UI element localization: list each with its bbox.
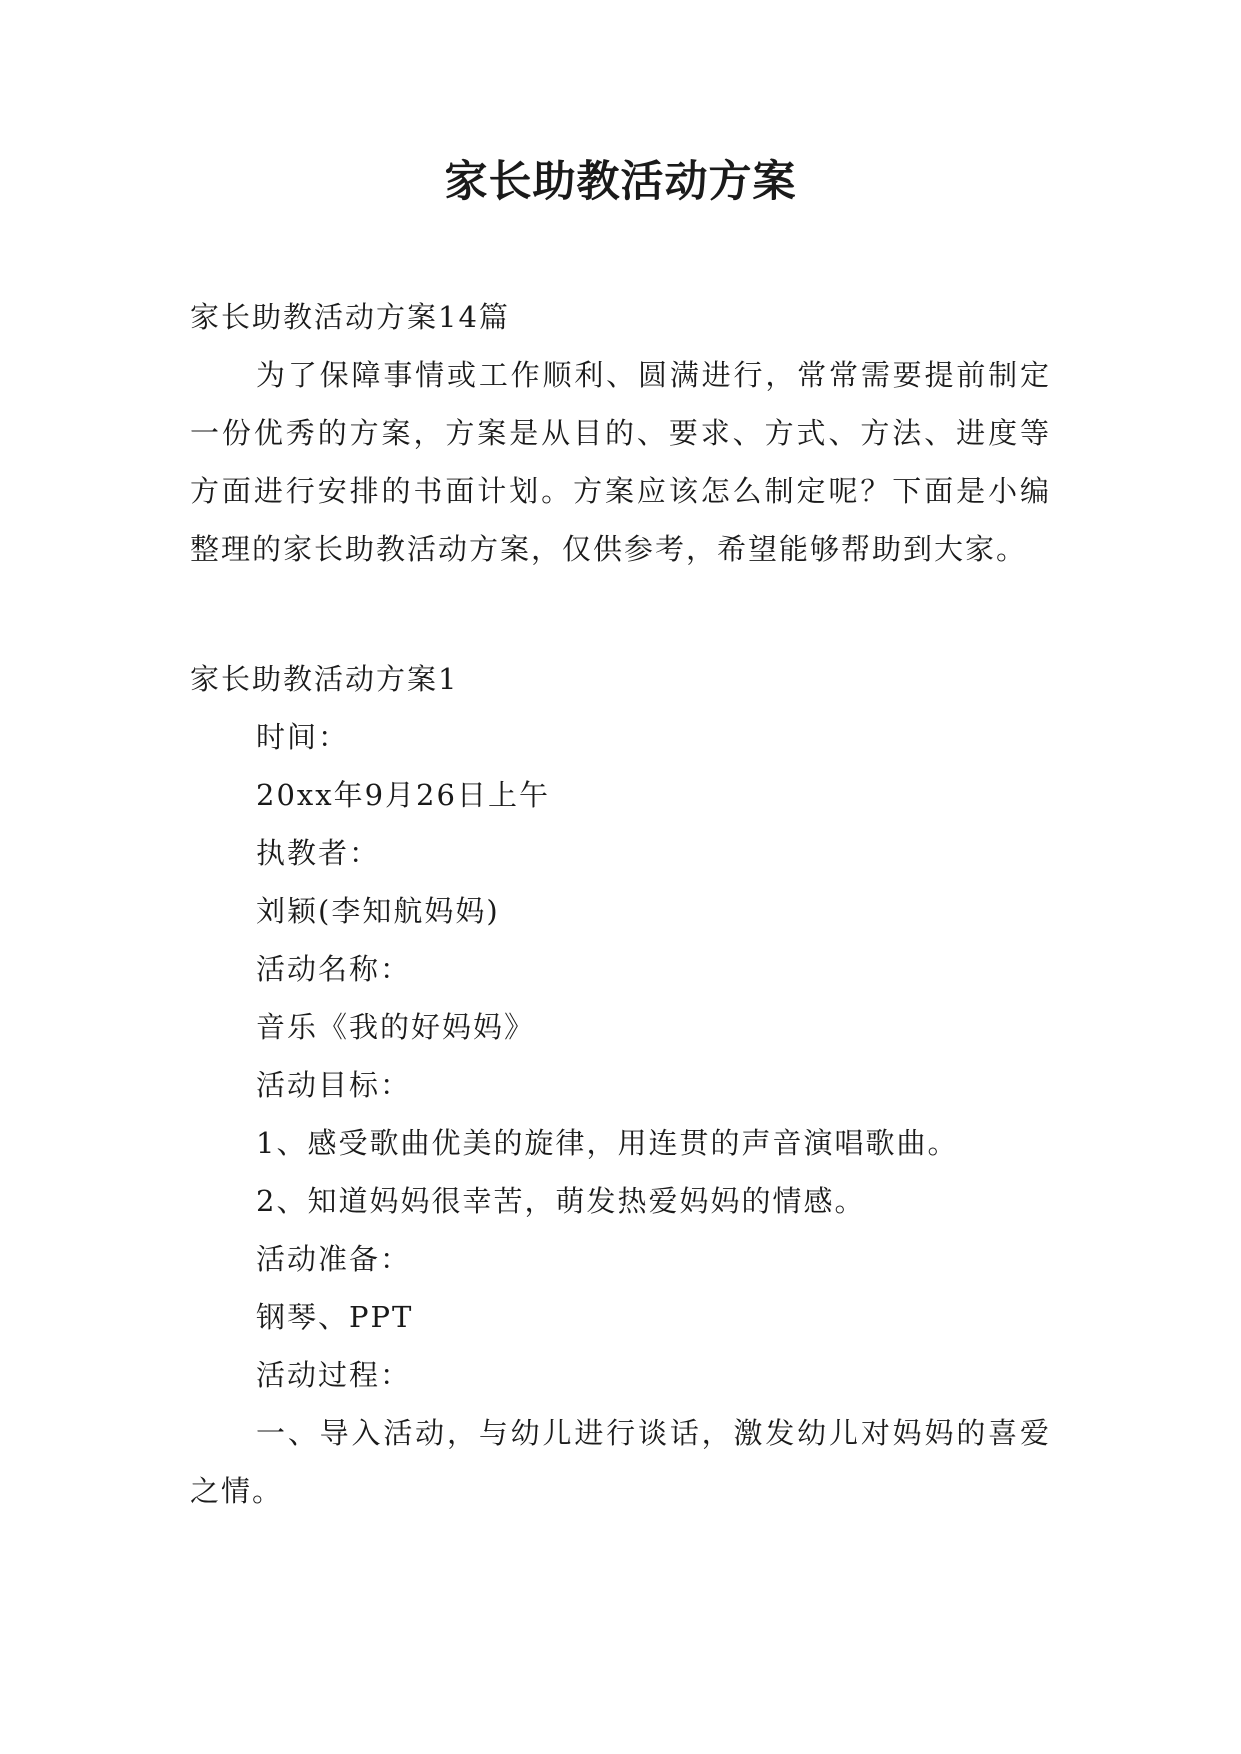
activity-name-label: 活动名称：	[256, 952, 412, 986]
time-value: 20xx年9月26日上午	[256, 778, 550, 812]
activity-goals-label: 活动目标：	[256, 1068, 412, 1102]
activity-prep-label: 活动准备：	[256, 1242, 412, 1276]
activity-goal-item: 2、知道妈妈很幸苦，萌发热爱妈妈的情感。	[256, 1184, 866, 1218]
intro-paragraph: 为了保障事情或工作顺利、圆满进行，常常需要提前制定一份优秀的方案，方案是从目的、要求、方式、方法、进度等方面进行安排的书面计划。方案应该怎么制定呢？下面是小编整理的家长助教活动方案，仅供参考，希望能够帮助到大家。	[190, 358, 1051, 566]
activity-prep-value: 钢琴、PPT	[256, 1300, 414, 1334]
activity-process-step: 一、导入活动，与幼儿进行谈话，激发幼儿对妈妈的喜爱之情。	[190, 1416, 1051, 1508]
activity-goal-item: 1、感受歌曲优美的旋律，用连贯的声音演唱歌曲。	[256, 1126, 959, 1160]
document-title: 家长助教活动方案	[444, 157, 797, 207]
activity-name-value: 音乐《我的好妈妈》	[256, 1010, 536, 1044]
teacher-label: 执教者：	[256, 836, 381, 870]
document-subtitle: 家长助教活动方案14篇	[190, 300, 510, 334]
activity-process-label: 活动过程：	[256, 1358, 412, 1392]
time-label: 时间：	[256, 720, 350, 754]
section-heading: 家长助教活动方案1	[190, 662, 459, 696]
section-spacer	[190, 578, 1051, 650]
document-body	[190, 288, 1051, 1520]
teacher-value: 刘颖(李知航妈妈)	[256, 894, 500, 928]
